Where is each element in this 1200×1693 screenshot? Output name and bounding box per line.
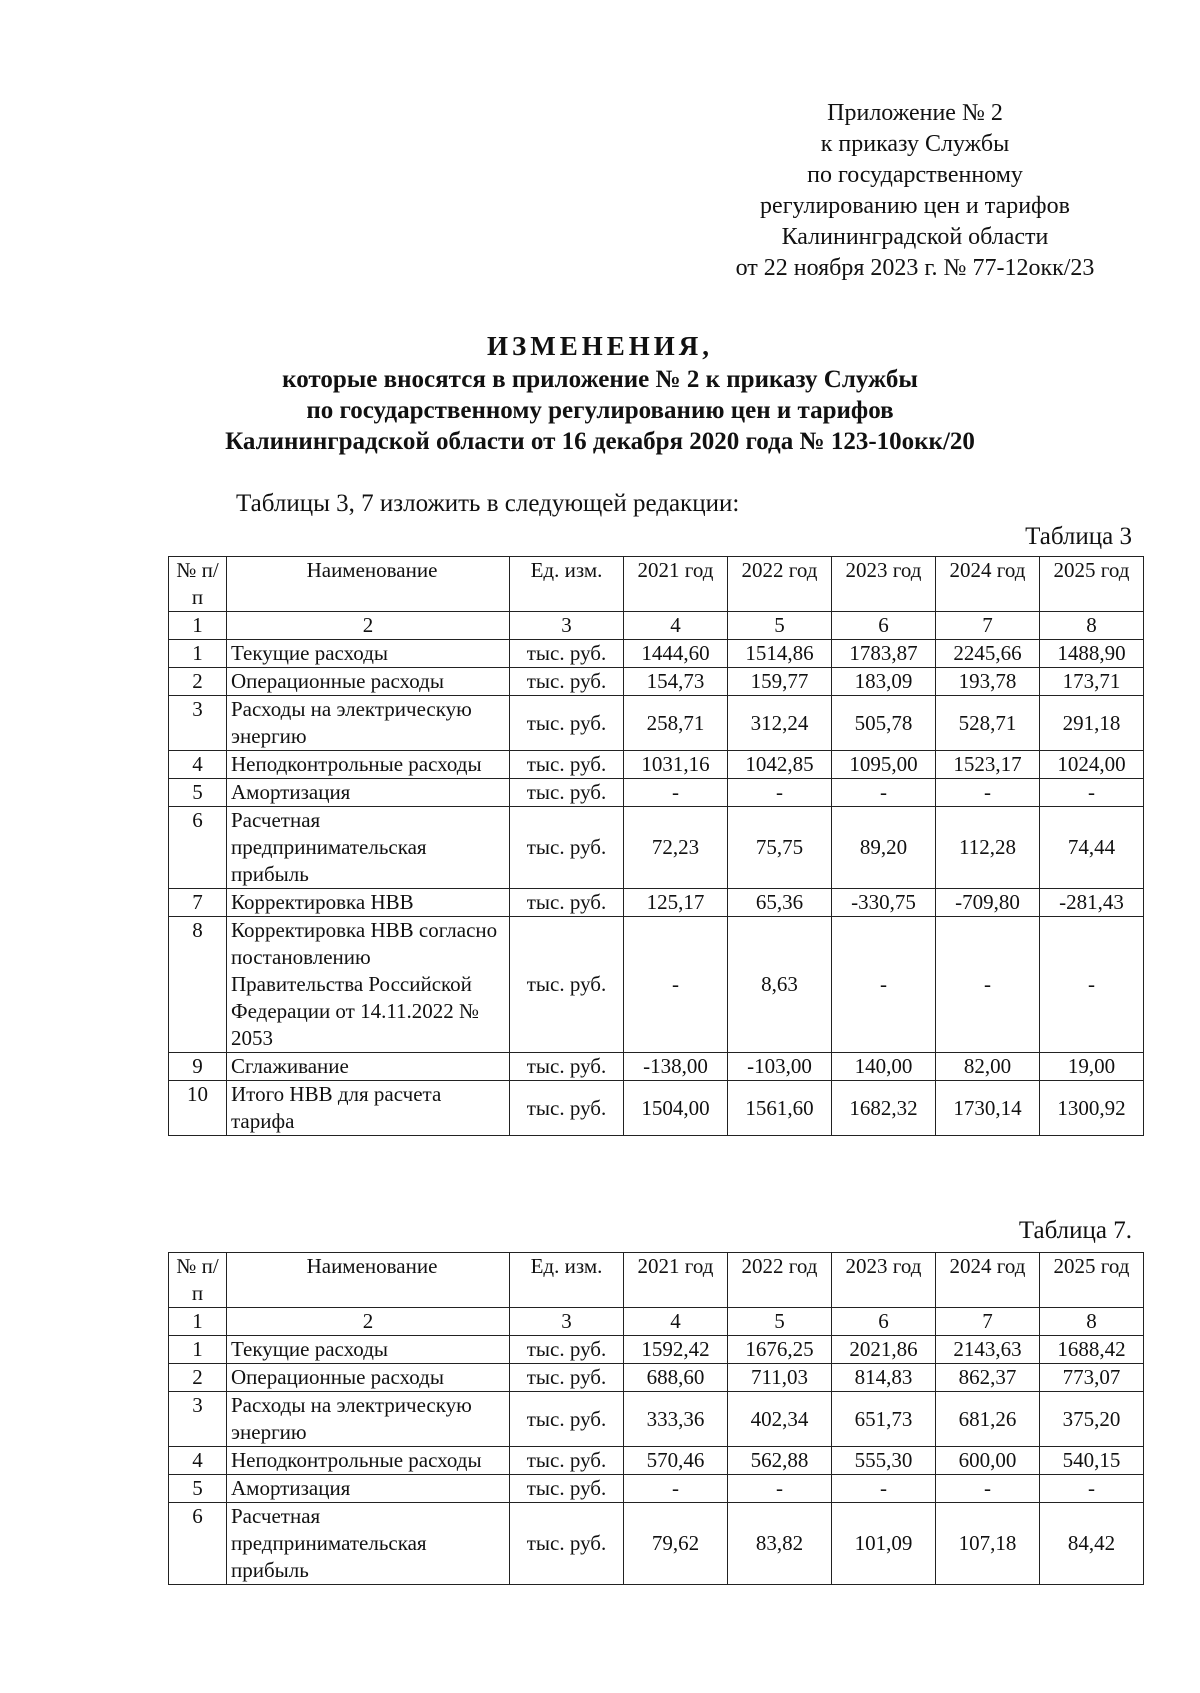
- row-value: 173,71: [1040, 668, 1144, 696]
- row-value: 1688,42: [1040, 1336, 1144, 1364]
- header-year: 2021 год: [624, 1253, 728, 1308]
- row-value: 89,20: [832, 807, 936, 889]
- row-value: -: [832, 1475, 936, 1503]
- row-value: 862,37: [936, 1364, 1040, 1392]
- row-value: 1730,14: [936, 1081, 1040, 1136]
- appendix-line: по государственному: [807, 162, 1023, 188]
- header-row: [169, 557, 1144, 612]
- row-unit: тыс. руб.: [510, 917, 624, 1053]
- row-value: 72,23: [624, 807, 728, 889]
- row-value: 505,78: [832, 696, 936, 751]
- row-value: 140,00: [832, 1053, 936, 1081]
- row-value: 193,78: [936, 668, 1040, 696]
- row-number: 10: [169, 1081, 227, 1136]
- row-unit: тыс. руб.: [510, 1475, 624, 1503]
- row-value: 84,42: [1040, 1503, 1144, 1585]
- row-number: 1: [169, 640, 227, 668]
- row-number: 5: [169, 779, 227, 807]
- row-value: 688,60: [624, 1364, 728, 1392]
- header-year: 2025 год: [1040, 557, 1144, 612]
- appendix-line: Калининградской области: [781, 224, 1049, 250]
- table-row: [169, 696, 1144, 751]
- header-name: Наименование: [227, 557, 510, 612]
- row-value: -138,00: [624, 1053, 728, 1081]
- row-unit: тыс. руб.: [510, 1336, 624, 1364]
- row-value: 1592,42: [624, 1336, 728, 1364]
- row-name: Неподконтрольные расходы: [227, 1447, 510, 1475]
- row-value: 600,00: [936, 1447, 1040, 1475]
- column-number: 8: [1040, 612, 1144, 640]
- column-number: 5: [728, 1308, 832, 1336]
- row-value: 1676,25: [728, 1336, 832, 1364]
- title-line: которые вносятся в приложение № 2 к приказу Службы: [282, 366, 918, 393]
- column-number: 3: [510, 612, 624, 640]
- column-number: 1: [169, 1308, 227, 1336]
- header-year: 2023 год: [832, 557, 936, 612]
- table-3-caption: Таблица 3: [1025, 523, 1132, 550]
- row-unit: тыс. руб.: [510, 668, 624, 696]
- row-value: 814,83: [832, 1364, 936, 1392]
- header-name: Наименование: [227, 1253, 510, 1308]
- row-value: 291,18: [1040, 696, 1144, 751]
- row-value: 1488,90: [1040, 640, 1144, 668]
- row-value: -: [936, 917, 1040, 1053]
- row-value: 1682,32: [832, 1081, 936, 1136]
- column-number: 2: [227, 1308, 510, 1336]
- row-value: -: [936, 779, 1040, 807]
- table-row: [169, 779, 1144, 807]
- row-unit: тыс. руб.: [510, 807, 624, 889]
- row-value: 2021,86: [832, 1336, 936, 1364]
- row-value: 1031,16: [624, 751, 728, 779]
- row-value: -: [832, 917, 936, 1053]
- row-name: Расходы на электрическую энергию: [227, 696, 510, 751]
- column-number: 4: [624, 612, 728, 640]
- header-year: 2022 год: [728, 557, 832, 612]
- row-value: 125,17: [624, 889, 728, 917]
- intro-text: Таблицы 3, 7 изложить в следующей редакции:: [236, 490, 740, 517]
- row-value: -: [728, 1475, 832, 1503]
- header-num: № п/п: [169, 1253, 227, 1308]
- column-number-row: [169, 612, 1144, 640]
- header-unit: Ед. изм.: [510, 1253, 624, 1308]
- row-name: Корректировка НВВ согласно постановлению Правительства Российской Федерации от 14.11.2022 № 2053: [227, 917, 510, 1053]
- row-value: -281,43: [1040, 889, 1144, 917]
- row-value: -: [1040, 1475, 1144, 1503]
- row-unit: тыс. руб.: [510, 696, 624, 751]
- row-value: 402,34: [728, 1392, 832, 1447]
- row-value: 1042,85: [728, 751, 832, 779]
- appendix-line: регулированию цен и тарифов: [760, 193, 1070, 219]
- row-value: 112,28: [936, 807, 1040, 889]
- header-year: 2023 год: [832, 1253, 936, 1308]
- row-name: Корректировка НВВ: [227, 889, 510, 917]
- row-value: 65,36: [728, 889, 832, 917]
- header-year: 2022 год: [728, 1253, 832, 1308]
- column-number: 8: [1040, 1308, 1144, 1336]
- row-value: 1444,60: [624, 640, 728, 668]
- row-value: -330,75: [832, 889, 936, 917]
- table-row: [169, 917, 1144, 1053]
- row-name: Амортизация: [227, 779, 510, 807]
- row-value: 1561,60: [728, 1081, 832, 1136]
- row-name: Текущие расходы: [227, 640, 510, 668]
- row-value: 75,75: [728, 807, 832, 889]
- row-name: Сглаживание: [227, 1053, 510, 1081]
- row-value: 375,20: [1040, 1392, 1144, 1447]
- row-value: 562,88: [728, 1447, 832, 1475]
- row-unit: тыс. руб.: [510, 1503, 624, 1585]
- row-name: Неподконтрольные расходы: [227, 751, 510, 779]
- row-value: 159,77: [728, 668, 832, 696]
- header-year: 2024 год: [936, 557, 1040, 612]
- row-number: 6: [169, 1503, 227, 1585]
- row-number: 2: [169, 668, 227, 696]
- row-value: -: [936, 1475, 1040, 1503]
- table-row: [169, 1081, 1144, 1136]
- row-value: 681,26: [936, 1392, 1040, 1447]
- header-row: [169, 1253, 1144, 1308]
- row-value: 540,15: [1040, 1447, 1144, 1475]
- row-value: 312,24: [728, 696, 832, 751]
- row-value: 8,63: [728, 917, 832, 1053]
- row-name: Расходы на электрическую энергию: [227, 1392, 510, 1447]
- row-value: 101,09: [832, 1503, 936, 1585]
- row-value: 1514,86: [728, 640, 832, 668]
- row-value: 1783,87: [832, 640, 936, 668]
- row-number: 3: [169, 1392, 227, 1447]
- row-value: 1024,00: [1040, 751, 1144, 779]
- row-value: 1095,00: [832, 751, 936, 779]
- row-unit: тыс. руб.: [510, 751, 624, 779]
- row-value: -: [832, 779, 936, 807]
- row-value: -103,00: [728, 1053, 832, 1081]
- row-value: 1300,92: [1040, 1081, 1144, 1136]
- title-line: по государственному регулированию цен и тарифов: [306, 397, 894, 424]
- row-value: 711,03: [728, 1364, 832, 1392]
- table-row: [169, 1053, 1144, 1081]
- row-value: 74,44: [1040, 807, 1144, 889]
- row-name: Текущие расходы: [227, 1336, 510, 1364]
- table-row: [169, 640, 1144, 668]
- row-value: -: [624, 917, 728, 1053]
- row-value: -: [624, 779, 728, 807]
- table-7-caption: Таблица 7.: [1018, 1217, 1132, 1244]
- table-row: [169, 1447, 1144, 1475]
- row-value: 651,73: [832, 1392, 936, 1447]
- row-name: Операционные расходы: [227, 668, 510, 696]
- column-number: 4: [624, 1308, 728, 1336]
- row-unit: тыс. руб.: [510, 640, 624, 668]
- row-number: 6: [169, 807, 227, 889]
- row-number: 8: [169, 917, 227, 1053]
- row-unit: тыс. руб.: [510, 779, 624, 807]
- header-year: 2021 год: [624, 557, 728, 612]
- row-unit: тыс. руб.: [510, 1053, 624, 1081]
- header-year: 2025 год: [1040, 1253, 1144, 1308]
- row-number: 3: [169, 696, 227, 751]
- table-row: [169, 807, 1144, 889]
- document-title: [100, 328, 1100, 457]
- row-value: 1504,00: [624, 1081, 728, 1136]
- appendix-line: к приказу Службы: [820, 131, 1010, 157]
- row-value: 183,09: [832, 668, 936, 696]
- row-value: 773,07: [1040, 1364, 1144, 1392]
- column-number: 1: [169, 612, 227, 640]
- row-number: 4: [169, 1447, 227, 1475]
- row-value: -: [1040, 779, 1144, 807]
- table-row: [169, 1392, 1144, 1447]
- row-name: Амортизация: [227, 1475, 510, 1503]
- row-value: 2143,63: [936, 1336, 1040, 1364]
- table-row: [169, 1364, 1144, 1392]
- row-value: 79,62: [624, 1503, 728, 1585]
- row-value: 570,46: [624, 1447, 728, 1475]
- row-name: Расчетная предпринимательская прибыль: [227, 807, 510, 889]
- column-number: 6: [832, 612, 936, 640]
- column-number: 3: [510, 1308, 624, 1336]
- row-name: Расчетная предпринимательская прибыль: [227, 1503, 510, 1585]
- table-7: [168, 1252, 1144, 1585]
- column-number-row: [169, 1308, 1144, 1336]
- appendix-line: Приложение № 2: [827, 100, 1003, 126]
- row-value: 82,00: [936, 1053, 1040, 1081]
- appendix-block: [700, 98, 1130, 284]
- row-number: 7: [169, 889, 227, 917]
- row-unit: тыс. руб.: [510, 1447, 624, 1475]
- row-value: 555,30: [832, 1447, 936, 1475]
- row-number: 1: [169, 1336, 227, 1364]
- row-number: 9: [169, 1053, 227, 1081]
- column-number: 2: [227, 612, 510, 640]
- column-number: 6: [832, 1308, 936, 1336]
- table-row: [169, 889, 1144, 917]
- header-unit: Ед. изм.: [510, 557, 624, 612]
- title-line: Калининградской области от 16 декабря 2020 года № 123-10окк/20: [225, 428, 975, 455]
- header-num: № п/п: [169, 557, 227, 612]
- row-name: Итого НВВ для расчета тарифа: [227, 1081, 510, 1136]
- row-value: 1523,17: [936, 751, 1040, 779]
- row-unit: тыс. руб.: [510, 1392, 624, 1447]
- row-value: 333,36: [624, 1392, 728, 1447]
- table-row: [169, 1336, 1144, 1364]
- column-number: 7: [936, 1308, 1040, 1336]
- row-value: -709,80: [936, 889, 1040, 917]
- column-number: 7: [936, 612, 1040, 640]
- row-value: 2245,66: [936, 640, 1040, 668]
- header-year: 2024 год: [936, 1253, 1040, 1308]
- row-value: -: [1040, 917, 1144, 1053]
- table-row: [169, 668, 1144, 696]
- table-row: [169, 751, 1144, 779]
- row-number: 4: [169, 751, 227, 779]
- table-3: [168, 556, 1144, 1136]
- column-number: 5: [728, 612, 832, 640]
- appendix-line: от 22 ноября 2023 г. № 77-12окк/23: [735, 255, 1095, 281]
- row-number: 2: [169, 1364, 227, 1392]
- row-unit: тыс. руб.: [510, 1081, 624, 1136]
- row-value: 19,00: [1040, 1053, 1144, 1081]
- row-value: -: [728, 779, 832, 807]
- row-number: 5: [169, 1475, 227, 1503]
- row-unit: тыс. руб.: [510, 1364, 624, 1392]
- row-name: Операционные расходы: [227, 1364, 510, 1392]
- row-unit: тыс. руб.: [510, 889, 624, 917]
- row-value: 154,73: [624, 668, 728, 696]
- row-value: 528,71: [936, 696, 1040, 751]
- row-value: -: [624, 1475, 728, 1503]
- title-main: ИЗМЕНЕНИЯ,: [486, 331, 713, 361]
- row-value: 83,82: [728, 1503, 832, 1585]
- row-value: 107,18: [936, 1503, 1040, 1585]
- table-row: [169, 1503, 1144, 1585]
- row-value: 258,71: [624, 696, 728, 751]
- table-row: [169, 1475, 1144, 1503]
